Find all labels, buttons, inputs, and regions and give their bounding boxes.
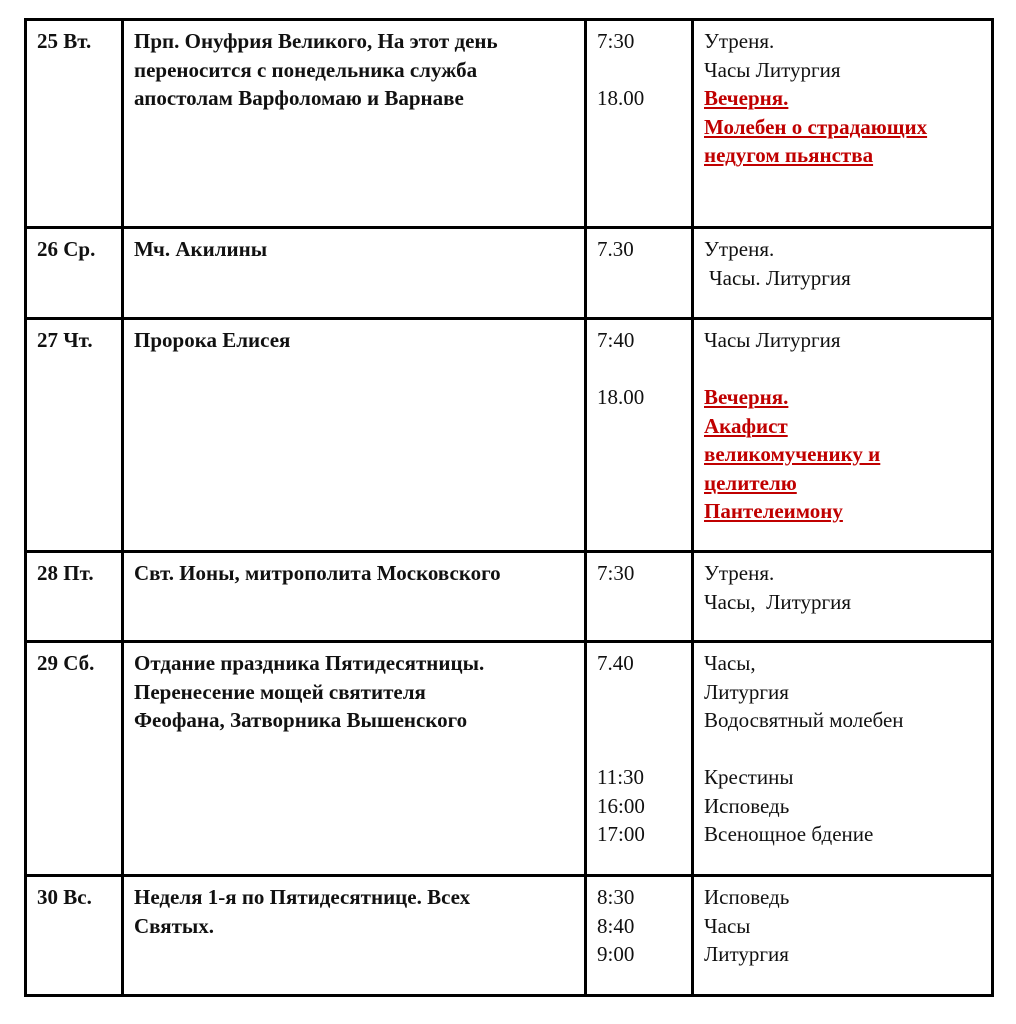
time-cell: 7:30 18.00 [586, 20, 693, 228]
table-row [26, 319, 993, 552]
table-row [26, 642, 993, 876]
service-cell: Исповедь Часы Литургия [693, 876, 993, 996]
table-row [26, 552, 993, 642]
time-cell: 7:40 18.00 [586, 319, 693, 552]
feast-cell: Прп. Онуфрия Великого, На этот день переносится с понедельника служба апостолам Варфоломаю и Варнаве [123, 20, 586, 228]
service-cell: Утреня. Часы. Литургия [693, 228, 993, 319]
schedule-table [24, 18, 994, 997]
date-cell: 25 Вт. [26, 20, 123, 228]
date-cell: 26 Ср. [26, 228, 123, 319]
feast-cell: Свт. Ионы, митрополита Московского [123, 552, 586, 642]
date-cell: 29 Сб. [26, 642, 123, 876]
time-cell: 7.40 11:30 16:00 17:00 [586, 642, 693, 876]
service-cell: Часы, Литургия Водосвятный молебен Крестины Исповедь Всенощное бдение [693, 642, 993, 876]
table-row [26, 228, 993, 319]
service-cell: Часы Литургия Вечерня. Акафист великомученику и целителю Пантелеимону [693, 319, 993, 552]
table-row [26, 876, 993, 996]
feast-cell: Неделя 1-я по Пятидесятнице. Всех Святых. [123, 876, 586, 996]
service-cell: Утреня. Часы, Литургия [693, 552, 993, 642]
date-cell: 27 Чт. [26, 319, 123, 552]
table-row [26, 20, 993, 228]
time-cell: 7:30 [586, 552, 693, 642]
feast-cell: Пророка Елисея [123, 319, 586, 552]
feast-cell: Отдание праздника Пятидесятницы. Перенесение мощей святителя Феофана, Затворника Вышенского [123, 642, 586, 876]
date-cell: 28 Пт. [26, 552, 123, 642]
time-cell: 7.30 [586, 228, 693, 319]
time-cell: 8:30 8:40 9:00 [586, 876, 693, 996]
feast-cell: Мч. Акилины [123, 228, 586, 319]
service-cell: Утреня. Часы Литургия Вечерня. Молебен о страдающих недугом пьянства [693, 20, 993, 228]
date-cell: 30 Вс. [26, 876, 123, 996]
